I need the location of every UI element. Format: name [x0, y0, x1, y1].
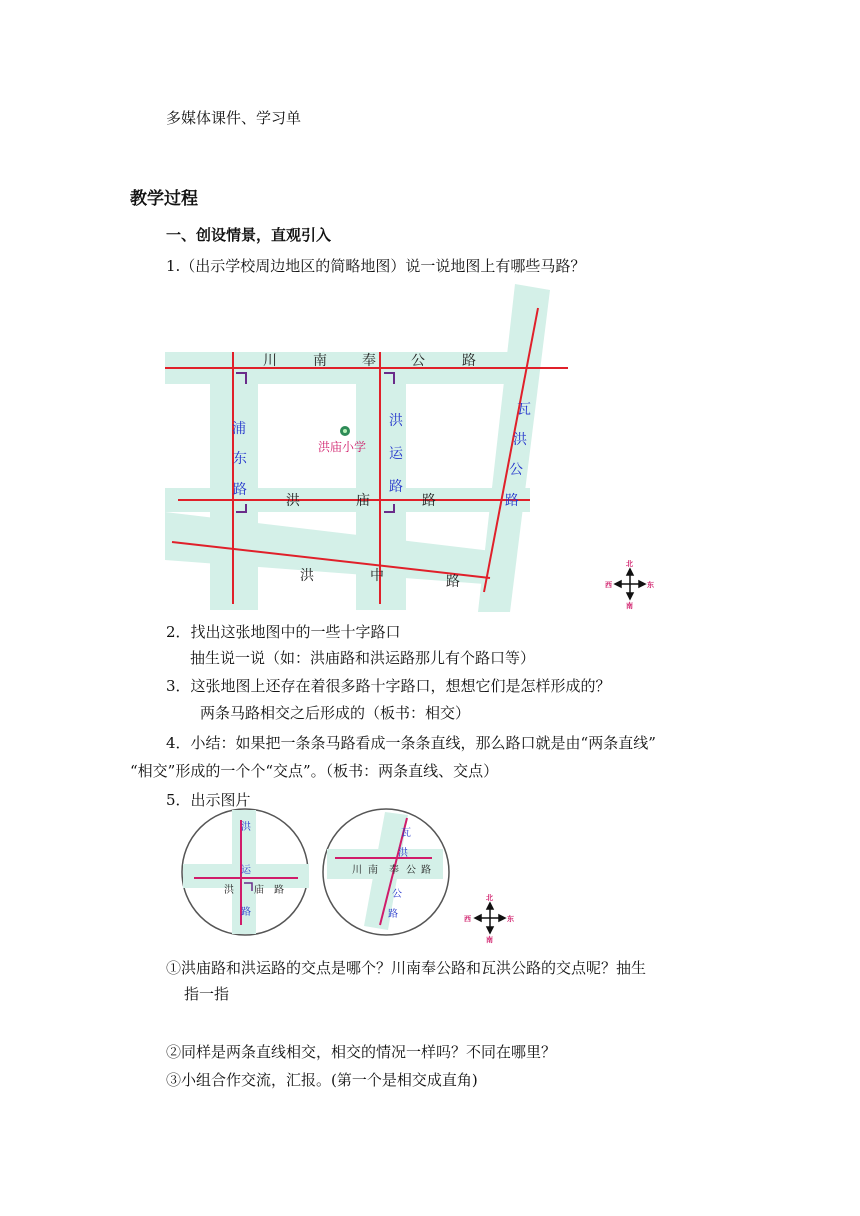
section-title: 教学过程	[130, 189, 198, 209]
item5-text: 5．出示图片	[166, 791, 251, 809]
chuannan-char-1: 南	[313, 353, 327, 369]
circle-left	[182, 809, 309, 935]
hongzhong-char-1: 中	[370, 568, 384, 584]
item1-text: 1.（出示学校周边地区的简略地图）说一说地图上有哪些马路？	[166, 257, 586, 275]
compass-icon-2	[475, 903, 505, 933]
compass2-west: 西	[464, 915, 471, 923]
compass-west: 西	[605, 581, 612, 589]
wahong-char-3: 路	[505, 493, 519, 509]
right-h-char-1: 南	[368, 865, 378, 876]
compass-icon	[615, 569, 645, 599]
hongyun-char-0: 洪	[389, 413, 403, 429]
wahong-char-0: 瓦	[517, 402, 531, 418]
left-h-char-1: 庙	[254, 885, 264, 896]
question1-line1: ①洪庙路和洪运路的交点是哪个？川南奉公路和瓦洪公路的交点呢？抽生	[166, 959, 647, 977]
question3: ③小组合作交流，汇报。(第一个是相交成直角)	[166, 1071, 478, 1089]
left-v-char-1: 运	[241, 865, 251, 876]
left-v-char-2: 路	[241, 907, 251, 918]
item2-sub-text: 抽生说一说（如：洪庙路和洪运路那儿有个路口等）	[190, 649, 536, 667]
item2-text: 2．找出这张地图中的一些十字路口	[166, 623, 401, 641]
item3-sub-text: 两条马路相交之后形成的（板书：相交）	[200, 704, 471, 722]
right-h-char-0: 川	[352, 865, 362, 876]
item4-line2: “相交”形成的一个个“交点”。（板书：两条直线、交点）	[130, 762, 499, 780]
compass2-south: 南	[486, 936, 493, 944]
pudong-road-label	[232, 420, 247, 498]
right-h-char-3: 公	[406, 865, 416, 876]
pudong-char-2: 路	[233, 482, 247, 498]
compass2-north: 北	[486, 894, 493, 902]
hongmiao-char-2: 路	[422, 493, 436, 509]
chuannan-char-0: 川	[263, 353, 277, 369]
wahong-char-2: 公	[509, 462, 523, 478]
hongzhong-char-2: 路	[446, 574, 460, 590]
circle-right	[323, 809, 449, 935]
compass-south: 南	[626, 602, 633, 610]
right-d-char-0: 瓦	[401, 828, 411, 839]
right-d-char-2: 公	[392, 889, 402, 900]
compass-east: 东	[647, 581, 654, 589]
item3-text: 3．这张地图上还存在着很多路十字路口，想想它们是怎样形成的？	[166, 677, 611, 695]
left-v-char-0: 洪	[241, 822, 251, 833]
right-d-char-3: 路	[388, 909, 398, 920]
hongmiao-char-1: 庙	[356, 493, 370, 509]
question1-line2: 指一指	[184, 985, 230, 1003]
chuannan-char-3: 公	[411, 353, 425, 369]
hongyun-char-1: 运	[389, 446, 403, 462]
school-label: 洪庙小学	[318, 440, 367, 454]
chuannan-char-4: 路	[462, 353, 476, 369]
compass-north: 北	[626, 560, 633, 568]
compass2-east: 东	[507, 915, 514, 923]
hongmiao-char-0: 洪	[286, 493, 300, 509]
school-icon	[340, 426, 350, 436]
right-h-char-4: 路	[421, 865, 431, 876]
wahong-char-1: 洪	[513, 432, 527, 448]
hongyun-char-2: 路	[389, 479, 403, 495]
part1-title: 一、创设情景，直观引入	[166, 226, 332, 244]
left-h-char-0: 洪	[224, 885, 234, 896]
pudong-char-0: 浦	[232, 421, 246, 437]
right-d-char-1: 洪	[398, 848, 408, 859]
materials-text: 多媒体课件、学习单	[166, 109, 302, 127]
hongyun-road-label	[389, 413, 404, 495]
pudong-char-1: 东	[233, 451, 247, 467]
right-h-char-2: 奉	[389, 865, 399, 876]
chuannan-char-2: 奉	[362, 353, 376, 369]
left-h-char-2: 路	[274, 885, 284, 896]
hongzhong-char-0: 洪	[300, 568, 314, 584]
item4-line1: 4．小结：如果把一条条马路看成一条条直线，那么路口就是由“两条直线”	[166, 734, 656, 752]
question2: ②同样是两条直线相交，相交的情况一样吗？不同在哪里？	[166, 1043, 557, 1061]
